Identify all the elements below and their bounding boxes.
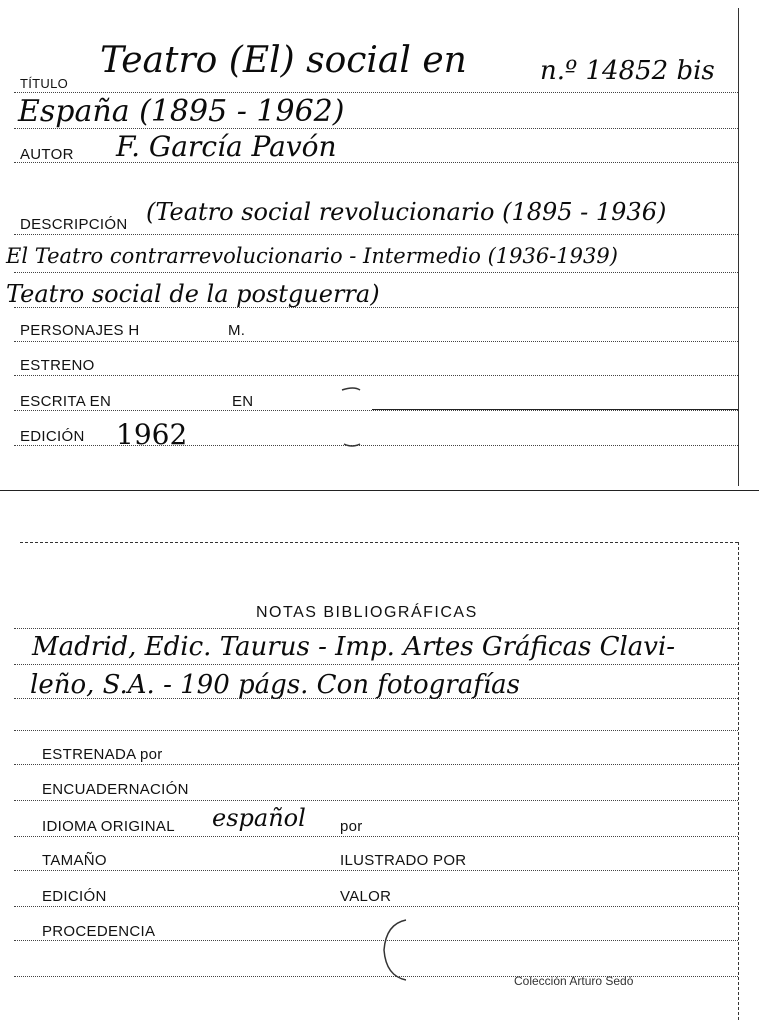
label-edicion: EDICIÓN — [42, 888, 107, 905]
handwritten-notes-line1: Madrid, Edic. Taurus - Imp. Artes Gráficas Clavi- — [32, 632, 676, 662]
punch-hole-mark — [376, 916, 426, 986]
ruled-line — [14, 341, 738, 342]
label-en: EN — [232, 393, 254, 410]
ruled-line — [14, 234, 738, 235]
ruled-line — [14, 764, 738, 765]
ruled-line — [14, 375, 738, 376]
catalog-card-front — [0, 0, 759, 492]
handwritten-notes-line2: leño, S.A. - 190 págs. Con fotografías — [30, 670, 520, 700]
punch-hole-mark — [330, 384, 374, 454]
ruled-line — [14, 272, 738, 273]
handwritten-description-line1: (Teatro social revolucionario (1895 - 1936) — [146, 198, 667, 226]
handwritten-catalog-number: n.º 14852 bis — [540, 56, 715, 86]
label-idioma-original: IDIOMA ORIGINAL — [42, 818, 175, 835]
label-notas-bibliograficas: NOTAS BIBLIOGRÁFICAS — [256, 604, 478, 621]
label-edicion: EDICIÓN — [20, 428, 85, 445]
ruled-line — [14, 730, 738, 731]
label-escrita-en: ESCRITA EN — [20, 393, 112, 410]
handwritten-description-line3: Teatro social de la postguerra) — [6, 280, 380, 308]
handwritten-edition-year: 1962 — [116, 418, 188, 451]
label-procedencia: PROCEDENCIA — [42, 923, 156, 940]
label-ilustrado-por: ILUSTRADO POR — [340, 852, 467, 869]
handwritten-title-line1: Teatro (El) social en — [100, 40, 467, 81]
ruled-line — [14, 410, 738, 411]
ruled-line — [14, 664, 738, 665]
label-estreno: ESTRENO — [20, 357, 95, 374]
handwritten-title-line2: España (1895 - 1962) — [18, 94, 345, 129]
ruled-line — [14, 870, 738, 871]
ruled-line — [14, 836, 738, 837]
label-personajes-m: M. — [228, 322, 246, 339]
handwritten-author: F. García Pavón — [116, 130, 337, 163]
card-edge — [738, 8, 739, 486]
ruled-line-solid — [372, 409, 738, 410]
label-descripcion: DESCRIPCIÓN — [20, 216, 128, 233]
label-tamano: TAMAÑO — [42, 852, 107, 869]
label-estrenada-por: ESTRENADA por — [42, 746, 163, 763]
collection-stamp: Colección Arturo Sedó — [514, 974, 634, 988]
ruled-line — [14, 906, 738, 907]
label-valor: VALOR — [340, 888, 392, 905]
label-encuadernacion: ENCUADERNACIÓN — [42, 781, 189, 798]
card-edge — [738, 542, 739, 1020]
ruled-line — [14, 800, 738, 801]
ruled-line — [14, 628, 738, 629]
card-cut-line — [0, 490, 759, 491]
catalog-card-back — [0, 536, 759, 1028]
handwritten-language: español — [212, 804, 306, 832]
handwritten-description-line2: El Teatro contrarrevolucionario - Intermedio (1936-1939) — [6, 244, 618, 268]
label-titulo: TÍTULO — [20, 76, 69, 91]
label-personajes-h: PERSONAJES H — [20, 322, 140, 339]
card-top-edge — [20, 542, 738, 543]
ruled-line — [14, 92, 738, 93]
label-autor: AUTOR — [20, 146, 74, 163]
label-idioma-por: por — [340, 818, 363, 835]
